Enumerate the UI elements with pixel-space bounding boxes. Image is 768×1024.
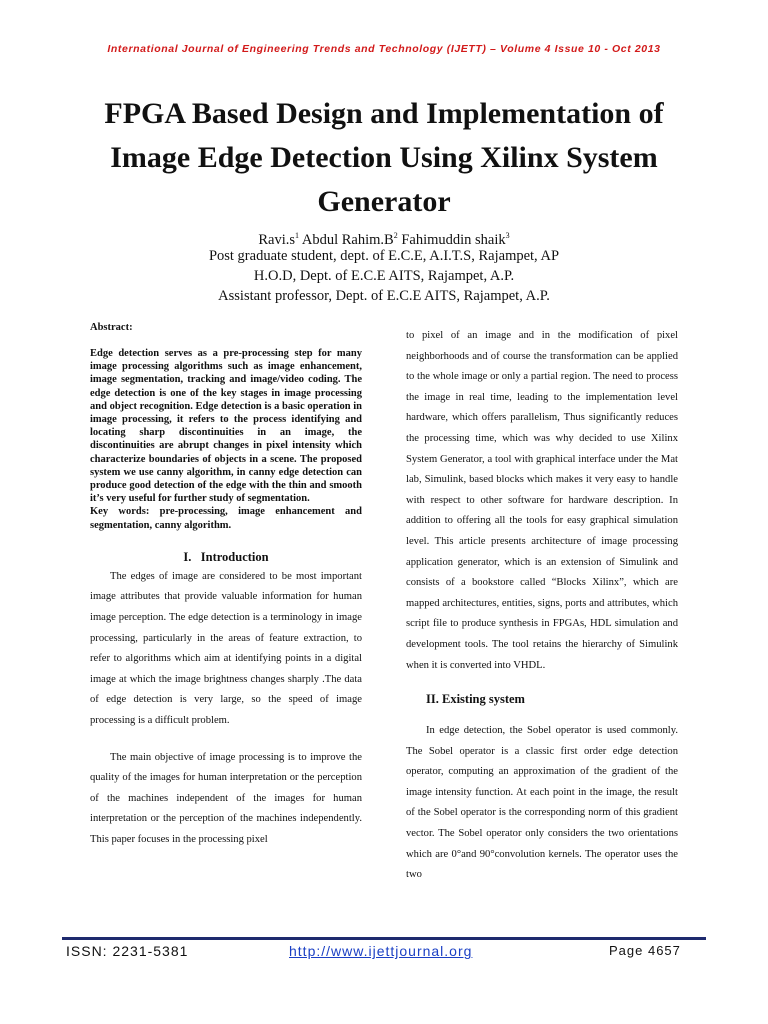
abstract-heading: Abstract: bbox=[90, 322, 133, 333]
author-list bbox=[0, 227, 768, 249]
introduction-heading: I. Introduction bbox=[183, 549, 269, 564]
left-column bbox=[90, 322, 362, 851]
title-line-2: Image Edge Detection Using Xilinx System bbox=[110, 141, 658, 174]
title-line-1: FPGA Based Design and Implementation of bbox=[104, 97, 664, 130]
author-name: Ravi.s bbox=[258, 231, 296, 248]
existing-system-heading: II. Existing system bbox=[426, 692, 525, 707]
footer-rule bbox=[62, 937, 706, 940]
affiliation-2: H.O.D, Dept. of E.C.E AITS, Rajampet, A.P. bbox=[253, 268, 515, 284]
intro-paragraph-3: to pixel of an image and in the modification of pixel neighborhoods and of course the transformation can be applied to the whole image or only a partial region. The need to process the image in real time, leading to the implementation level hardware, which offers parallelism, Thus significantly reduces the processing time, which was why decided to use Xilinx System Generator, a tool with graphical interface under the Mat lab, Simulink, based blocks which makes it very easy to handle with respect to other software for hardware description. In addition to offering all the tools for easy graphical simulation level. This article presents architecture of image processing application generator, which is an extension of Simulink and consists of a bookstore called “Blocks Xilinx”, which are mapped architectures, entities, signs, ports and attributes, which script file to produce synthesis in FPGAs, HDL simulation and development tools. The tool retains the hierarchy of Simulink when it is converted into VHDL. bbox=[406, 330, 678, 671]
footer-journal-link[interactable]: http://www.ijettjournal.org bbox=[289, 943, 473, 959]
affiliation-1: Post graduate student, dept. of E.C.E, A.I.T.S, Rajampet, AP bbox=[208, 248, 560, 264]
journal-header: International Journal of Engineering Trends and Technology (IJETT) – Volume 4 Issue 10 - Oct 2013 bbox=[107, 43, 661, 55]
author-sup: 3 bbox=[505, 231, 510, 240]
author-sup: 2 bbox=[393, 231, 398, 240]
author-name: Abdul Rahim.B bbox=[301, 231, 394, 248]
footer-page-number: Page 4657 bbox=[609, 943, 681, 958]
intro-paragraph-2: The main objective of image processing is to improve the quality of the images for human interpretation or the perception of the machines independent of the images for human interpretation or the perception of the machines independently. This paper focuses in the processing pixel bbox=[90, 751, 362, 845]
right-column bbox=[406, 326, 678, 886]
intro-paragraph-1: The edges of image are considered to be most important image attributes that provide valuable information for human image perception. The edge detection is a terminology in image processing, particularly in the areas of feature extraction, to refer to algorithms which aim at identifying points in a digital image at which the image brightness changes sharply .The data of edge detection is very large, so the speed of image processing is a difficult problem. bbox=[90, 570, 362, 726]
keywords: Key words: pre-processing, image enhancement and segmentation, canny algorithm. bbox=[90, 506, 362, 531]
existing-paragraph-1: In edge detection, the Sobel operator is used commonly. The Sobel operator is a classic first order edge detection operator, computing an approximation of the gradient of the image intensity function. At each point in the image, the result of the Sobel operator is the corresponding norm of this gradient vector. The Sobel operator only considers the two orientations which are 0°and 90°convolution kernels. The operator uses the two bbox=[406, 725, 678, 881]
author-name: Fahimuddin shaik bbox=[401, 231, 506, 248]
paper-title bbox=[60, 92, 708, 224]
footer-issn: ISSN: 2231-5381 bbox=[66, 943, 189, 959]
author-sup: 1 bbox=[295, 231, 300, 240]
affiliation-3: Assistant professor, Dept. of E.C.E AITS, Rajampet, A.P. bbox=[218, 288, 550, 304]
abstract-text: Edge detection serves as a pre-processing step for many image processing algorithms such as image enhancement, image segmentation, tracking and image/video coding. The edge detection is one of the key stages in image processing and object recognition. Edge detection is a basic operation in image processing, it refers to the process identifying and locating sharp discontinuities in an image, the discontinuities are abrupt changes in pixel intensity which characterize boundaries of objects in a scene. The proposed system we use canny algorithm, in canny edge detection can produce good detection of the edge with the thin and smooth it’s very useful for further study of segmentation. bbox=[90, 348, 362, 505]
title-line-3: Generator bbox=[317, 185, 451, 218]
